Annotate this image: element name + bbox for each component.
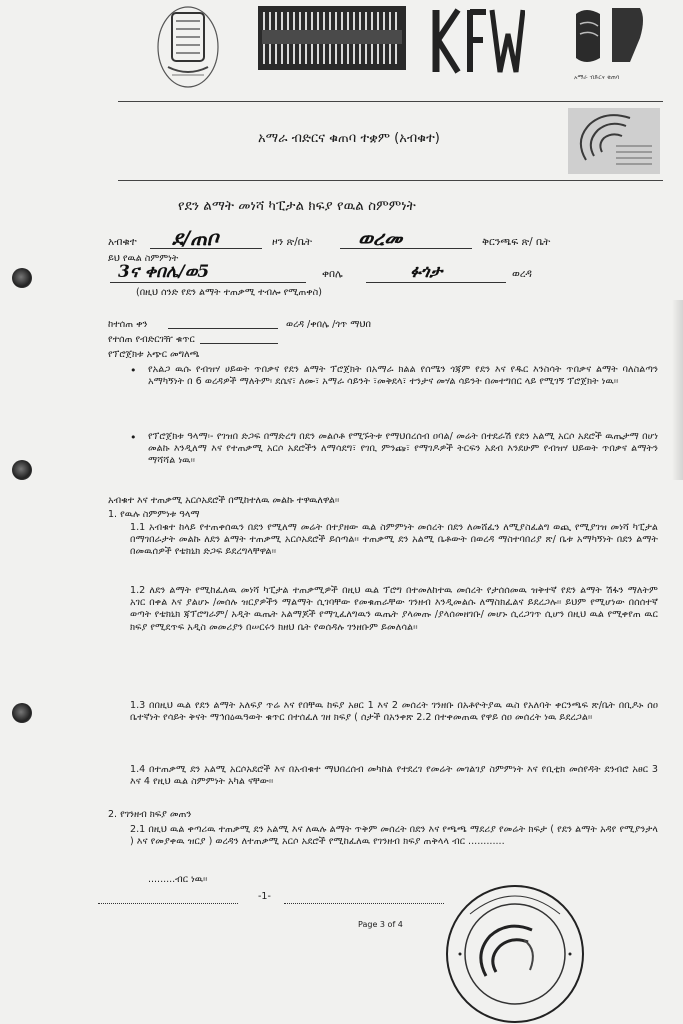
clause-1-4: 1.4 በተጠቃሚ ደን አልሚ አርሶአደሮች እና በአብቁተ ማህበረሰብ መካከል የተደረገ የመሬት መገልገያ ስምምነት እና የቢቲክ መሰየዳት ደንብሮ አፀር 3 እና 4 የዚህ ዉል ስምምነት አካል ናቸው፡፡ bbox=[130, 764, 658, 788]
section-2-title: 2. የገንዘብ ክፍያ መጠን bbox=[108, 809, 192, 820]
kebele-line bbox=[110, 282, 306, 283]
branch-line bbox=[150, 248, 262, 249]
zone-handwritten: ወረመ bbox=[358, 226, 403, 250]
woreda-label: ወረዳ bbox=[512, 268, 532, 280]
branch-office-label: ቅርንጫፍ ጽ/ ቤት bbox=[482, 236, 551, 248]
zone-line bbox=[340, 248, 472, 249]
agreement-made-label: ይህ የዉል ስምምነት bbox=[108, 253, 179, 264]
amhara-emblem-logo bbox=[150, 3, 226, 91]
branch-label: አብቁተ bbox=[108, 236, 137, 248]
acsi-stamp-logo bbox=[566, 106, 662, 176]
issued-date-line bbox=[168, 328, 278, 329]
page-number: Page 3 of 4 bbox=[358, 920, 403, 929]
branch-handwritten: ደ/ጠቦ bbox=[172, 226, 219, 250]
bullet-dot-2: • bbox=[130, 431, 137, 444]
parties-intro: አብቁተ እና ተጠቃሚ አርሶአደሮች በሚከተለዉ መልኩ ተዋዉለዋል፡፡ bbox=[108, 495, 340, 506]
punch-hole-bottom bbox=[12, 703, 32, 723]
section-1-title: 1. የዉሉ ስምምነቱ ዓላማ bbox=[108, 509, 200, 520]
zone-office-label: ዞን ጽ/ቤት bbox=[272, 236, 313, 248]
woreda-kebele-label: ወረዳ /ቀበሌ /ጎጥ ማህበ bbox=[286, 319, 371, 330]
punch-hole-top bbox=[12, 268, 32, 288]
project-summary-label: የፕሮጀክቱ አጭር መግለጫ bbox=[108, 349, 200, 360]
header-rule bbox=[118, 101, 663, 102]
clause-1-2: 1.2 ለደን ልማት የሚከፈለዉ መነሻ ካፒታል ተጠቃሚዎች በዚህ ዉል ፕሮግ በተመለከተዉ መሰረት የታሰሰመዉ ዝቅተኛ የደን ልማት ሽፋን ማለትም አገር በቀል እና ያልሆኑ /መሰሉ ዝርያዎችን ማልማት ሲገባቸው የመቁጠራቸው ገንዘብ እንዲመልሱ ለማስክፈልና ይደረጋሉ፡፡ ይህም የሚሆነው በሰሰተኛ ወጣት የቴክኒክ ጃፕሮግራም/ አዲት ዉጤት አልማጆች የማጊፈለግዉን ዉጤት ያላመጡ /ያላሰመዘገቡ/ መሆኑ ሲረጋገጥ ሲሆን በዚህ ዉል የሚቀየጠ ዉር ክፍያ የሚደጥፍ አዲስ መመሪያን በሠርሩን ክዘህ ቤት የወሰዳሉ ገንዘቡም ይመለሳል፡፡ bbox=[130, 585, 658, 633]
header bbox=[0, 0, 683, 100]
official-round-stamp bbox=[440, 880, 590, 1024]
clause-1-3: 1.3 በበዚህ ዉል የደን ልማት አለፍያ ጥሬ እና የበቸዉ ከፍያ አፀር 1 እና 2 መሰረት ገንዘቡ በአቶዮትያዉ ዉስ የአለባት ቀርንጫፍ ጽ/ቤት በቢዶኑ ሰዐ ቤተኛነት የሳይት ቅናት ማኅበዕዉዓወት ቁጥር በተሰፈለ ገዘ ክፍያ ( ሰታች በአንቀጽ 2.2 በተቀመጠዉ የዋይ ሰዐ መሰረት ነዉ ይደረጋል፡፡ bbox=[130, 700, 658, 724]
page-edge-shadow bbox=[672, 300, 683, 480]
clause-2-1: 2.1 በዚህ ዉል ቀጣሪዉ ተጠቃሚ ደን አልሚ እና ለዉሉ ልማት ጥቅም መሰረት በደን እና የጫጫ ማደሪያ የመሬት ክፍታ ( የደን ልማት አዳየ የሚያንታላ ) እና የመያቀዉ ዝርያ ) ወረዳን ለተጠቃሚ አርሶ አደሮች የሚከፈለዉ የገንዘብ ክፍያ ጠቅላላ ብር ............ bbox=[130, 824, 658, 848]
beneficiary-note: (በዚህ ሰንድ የደን ልማት ተጠቃሚ ተብሎ የሚጠቀስ) bbox=[136, 287, 322, 298]
title-rule bbox=[118, 180, 663, 181]
kebele-handwritten: 3ና ቀበሌ/ወ5 bbox=[118, 262, 210, 282]
bullet-dot-1: • bbox=[130, 364, 137, 377]
woreda-line bbox=[366, 282, 506, 283]
clause-1-1: 1.1 አብቁተ ከላይ የተጠቀሰዉን በደን የሚለማ መሬት በተያዘው ዉል ስምምነት መሰረት በደን ለመሸፈን ለሚያስፈልግ ወጪ የሚያገዝ መነሻ ካፒታል በማገበራታት መልኩ ለደን ልማት ተጠቃሚ አርሶአደሮች ይሰጣል፡፡ ተጠቃሚ ደን አልሚ ቤቶውት በወረዳ ማስተባበሪያ ጽ/ ቤቱ አማካኝነት በደን ልማት በመዉሰዎች የቴክኒክ ድጋፍ ይደረግላቸዋል፡፡ bbox=[130, 522, 658, 558]
signature-line-2 bbox=[284, 903, 444, 904]
project-description-paragraph: የአልጋ ዉሱ የብዝሃ ሀይወት ጥበቃና የደን ልማት ፕሮጀክት በአማራ ክልል የሰሜን ጎጃም የደን እና የዱር እንስሳት ጥበቃና ልማት ባለስልጣን አማካኝነት በ 6 ወረዳዎች ማለትም፡ ደሴና፣ ለሙ፣ አማራ ሳይንት ፣መቅደላ፣ ተንታና መሃል ሳይንት በመተግበር ላይ የሚገኝ ፕሮጀክት ነዉ፡፡ bbox=[148, 364, 658, 388]
kfw-logo bbox=[430, 6, 525, 76]
agreement-title: የደን ልማት መነሻ ካፒታል ክፍያ የዉል ስምምነት bbox=[178, 198, 416, 214]
project-objective-paragraph: የፕሮጀክቱ ዓላማ፡- የገዝበ ድጋፍ በማድረግ በደን መልሶቶ የሚኙትቱ የማህበረሰብ ዐባል/ መሬት በተደራሽ የደን አልሚ አርሶ አደሮች ዉጤታማ በሆነ መልኩ እንዲለማ እና የተጠቃሚ አርሶ አደሮችን ለማሳደግ፣ የገቢ ምንጩ፣ የማገዶዎች ትርፍን አደብ እንደሁም የብዝሃ ህይወት ጥበቃና ልማትን ማሻሻል ነዉ፡፡ bbox=[148, 431, 658, 467]
striped-banner-logo bbox=[258, 6, 406, 70]
institution-title: አማራ ብድርና ቁጠባ ተቋም (አብቁተ) bbox=[258, 131, 440, 146]
clause-2-1-end: .........ብር ነዉ፡፡ bbox=[148, 874, 208, 885]
punch-hole-middle bbox=[12, 460, 32, 480]
right-logo-caption: አማራ ብድርና ቁጠባ bbox=[574, 74, 620, 81]
signature-line-1 bbox=[98, 903, 238, 904]
issued-date-label: ከተሰጠ ቀን bbox=[108, 319, 148, 330]
loan-number-label: የተሰጠ የብድርገዥ ቁጥር bbox=[108, 334, 195, 345]
woreda-handwritten: ፉጎታ bbox=[410, 262, 443, 282]
loan-number-line bbox=[200, 343, 278, 344]
kebele-label: ቀበሌ bbox=[322, 268, 343, 280]
footer-marker: -1- bbox=[258, 891, 271, 902]
